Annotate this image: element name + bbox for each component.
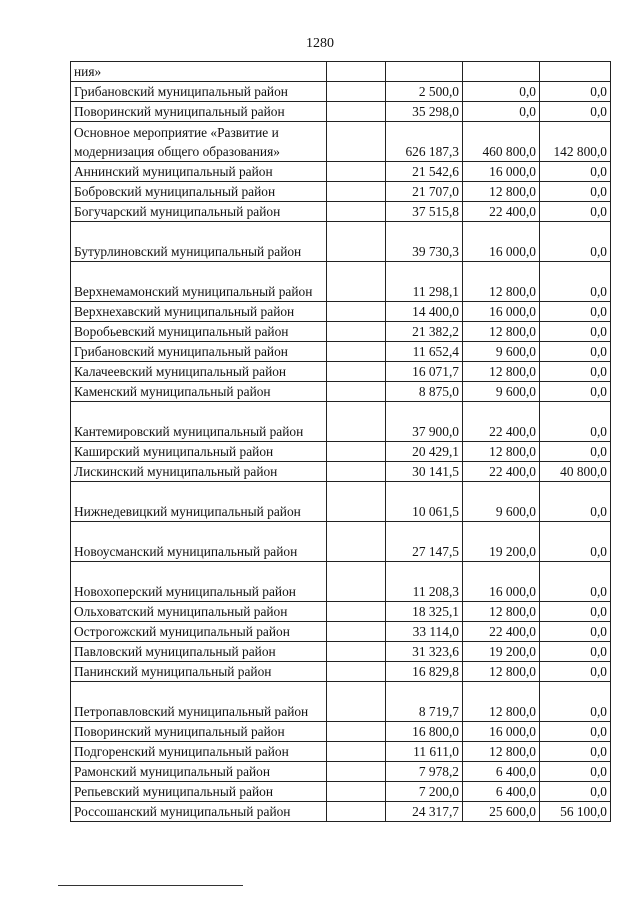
row-total-cell: 8 875,0 (386, 382, 463, 402)
row-total-cell: 31 323,6 (386, 642, 463, 662)
row-year2-cell: 12 800,0 (463, 742, 540, 762)
row-year3-cell: 56 100,0 (540, 802, 611, 822)
row-total-cell: 14 400,0 (386, 302, 463, 322)
row-year2-cell: 12 800,0 (463, 602, 540, 622)
row-year2-cell: 22 400,0 (463, 462, 540, 482)
row-year3-cell (540, 62, 611, 82)
row-year2-cell: 460 800,0 (463, 122, 540, 162)
table-row (71, 322, 611, 342)
row-blank-cell (327, 662, 386, 682)
row-blank-cell (327, 302, 386, 322)
row-year2-cell: 12 800,0 (463, 362, 540, 382)
row-year2-cell: 12 800,0 (463, 262, 540, 302)
row-total-cell: 35 298,0 (386, 102, 463, 122)
row-year3-cell: 0,0 (540, 442, 611, 462)
row-blank-cell (327, 382, 386, 402)
table-row (71, 802, 611, 822)
row-name-cell: Бобровский муниципальный район (71, 182, 327, 202)
row-year2-cell: 16 000,0 (463, 302, 540, 322)
row-name-cell: Поворинский муниципальный район (71, 102, 327, 122)
row-year3-cell: 0,0 (540, 642, 611, 662)
table-row (71, 82, 611, 102)
row-year3-cell: 0,0 (540, 522, 611, 562)
row-blank-cell (327, 682, 386, 722)
table-row (71, 742, 611, 762)
row-blank-cell (327, 162, 386, 182)
table-row (71, 202, 611, 222)
table-row (71, 442, 611, 462)
row-year2-cell: 16 000,0 (463, 562, 540, 602)
row-name-cell: Петропавловский муниципальный район (71, 682, 327, 722)
row-year2-cell: 0,0 (463, 82, 540, 102)
row-year2-cell: 12 800,0 (463, 682, 540, 722)
row-name-cell: Бутурлиновский муниципальный район (71, 222, 327, 262)
table-row (71, 302, 611, 322)
table-row (71, 62, 611, 82)
row-total-cell: 24 317,7 (386, 802, 463, 822)
row-year2-cell: 9 600,0 (463, 482, 540, 522)
row-total-cell: 8 719,7 (386, 682, 463, 722)
row-year2-cell: 6 400,0 (463, 782, 540, 802)
row-total-cell: 20 429,1 (386, 442, 463, 462)
row-total-cell: 21 707,0 (386, 182, 463, 202)
row-year2-cell: 22 400,0 (463, 202, 540, 222)
row-blank-cell (327, 262, 386, 302)
table-row (71, 762, 611, 782)
row-total-cell: 37 900,0 (386, 402, 463, 442)
row-name-cell: Верхнемамонский муниципальный район (71, 262, 327, 302)
row-year3-cell: 0,0 (540, 602, 611, 622)
table-row (71, 562, 611, 602)
row-year3-cell: 0,0 (540, 382, 611, 402)
row-year2-cell: 12 800,0 (463, 182, 540, 202)
row-total-cell: 11 208,3 (386, 562, 463, 602)
row-year3-cell: 0,0 (540, 662, 611, 682)
table-body (71, 62, 611, 822)
row-name-cell: Грибановский муниципальный район (71, 342, 327, 362)
table-row (71, 522, 611, 562)
row-total-cell: 39 730,3 (386, 222, 463, 262)
row-year2-cell: 12 800,0 (463, 442, 540, 462)
row-year3-cell: 40 800,0 (540, 462, 611, 482)
row-year3-cell: 0,0 (540, 82, 611, 102)
row-blank-cell (327, 762, 386, 782)
row-name-cell: Воробьевский муниципальный район (71, 322, 327, 342)
row-year3-cell: 0,0 (540, 302, 611, 322)
row-name-cell: Рамонский муниципальный район (71, 762, 327, 782)
row-name-cell: Богучарский муниципальный район (71, 202, 327, 222)
row-total-cell: 27 147,5 (386, 522, 463, 562)
row-year3-cell: 0,0 (540, 162, 611, 182)
row-name-cell: Каменский муниципальный район (71, 382, 327, 402)
row-total-cell: 33 114,0 (386, 622, 463, 642)
row-blank-cell (327, 122, 386, 162)
row-blank-cell (327, 62, 386, 82)
row-name-cell: Панинский муниципальный район (71, 662, 327, 682)
table-row (71, 682, 611, 722)
row-year3-cell: 0,0 (540, 342, 611, 362)
row-year2-cell: 12 800,0 (463, 322, 540, 342)
row-blank-cell (327, 802, 386, 822)
row-name-cell: Нижнедевицкий муниципальный район (71, 482, 327, 522)
row-year3-cell: 0,0 (540, 682, 611, 722)
table-row (71, 262, 611, 302)
row-blank-cell (327, 742, 386, 762)
row-blank-cell (327, 622, 386, 642)
row-year3-cell: 0,0 (540, 362, 611, 382)
table-row (71, 122, 611, 162)
row-total-cell: 16 071,7 (386, 362, 463, 382)
row-total-cell: 7 200,0 (386, 782, 463, 802)
row-year2-cell: 12 800,0 (463, 662, 540, 682)
row-year3-cell: 0,0 (540, 222, 611, 262)
row-blank-cell (327, 222, 386, 262)
row-year2-cell: 25 600,0 (463, 802, 540, 822)
row-name-cell: Кантемировский муниципальный район (71, 402, 327, 442)
row-total-cell: 16 800,0 (386, 722, 463, 742)
footnote-separator-line (58, 885, 243, 886)
row-name-cell: Грибановский муниципальный район (71, 82, 327, 102)
row-name-cell: Основное мероприятие «Развитие и модернизация общего образования» (71, 122, 327, 162)
row-name-cell: Поворинский муниципальный район (71, 722, 327, 742)
row-name-cell: ния» (71, 62, 327, 82)
table-row (71, 222, 611, 262)
row-year3-cell: 0,0 (540, 482, 611, 522)
row-name-cell: Острогожский муниципальный район (71, 622, 327, 642)
row-total-cell: 30 141,5 (386, 462, 463, 482)
budget-table (70, 61, 611, 822)
row-blank-cell (327, 402, 386, 442)
table-row (71, 102, 611, 122)
row-total-cell: 16 829,8 (386, 662, 463, 682)
row-total-cell: 11 611,0 (386, 742, 463, 762)
row-year3-cell: 0,0 (540, 562, 611, 602)
table-row (71, 622, 611, 642)
row-year3-cell: 0,0 (540, 262, 611, 302)
row-blank-cell (327, 182, 386, 202)
row-year2-cell: 22 400,0 (463, 402, 540, 442)
row-year2-cell: 9 600,0 (463, 342, 540, 362)
table-row (71, 662, 611, 682)
table-row (71, 722, 611, 742)
row-blank-cell (327, 202, 386, 222)
row-year3-cell: 0,0 (540, 102, 611, 122)
row-blank-cell (327, 782, 386, 802)
row-total-cell (386, 62, 463, 82)
row-total-cell: 626 187,3 (386, 122, 463, 162)
row-blank-cell (327, 722, 386, 742)
table-row (71, 342, 611, 362)
row-blank-cell (327, 602, 386, 622)
row-name-cell: Новохоперский муниципальный район (71, 562, 327, 602)
row-blank-cell (327, 342, 386, 362)
table-row (71, 462, 611, 482)
table-row (71, 382, 611, 402)
row-name-cell: Верхнехавский муниципальный район (71, 302, 327, 322)
table-row (71, 162, 611, 182)
row-year3-cell: 142 800,0 (540, 122, 611, 162)
row-year3-cell: 0,0 (540, 742, 611, 762)
row-name-cell: Каширский муниципальный район (71, 442, 327, 462)
row-total-cell: 18 325,1 (386, 602, 463, 622)
row-year2-cell (463, 62, 540, 82)
row-blank-cell (327, 562, 386, 602)
row-blank-cell (327, 462, 386, 482)
row-year2-cell: 22 400,0 (463, 622, 540, 642)
row-year3-cell: 0,0 (540, 782, 611, 802)
row-total-cell: 10 061,5 (386, 482, 463, 522)
row-year3-cell: 0,0 (540, 202, 611, 222)
row-blank-cell (327, 322, 386, 342)
row-year3-cell: 0,0 (540, 402, 611, 442)
row-year2-cell: 6 400,0 (463, 762, 540, 782)
row-year2-cell: 0,0 (463, 102, 540, 122)
row-year3-cell: 0,0 (540, 182, 611, 202)
row-total-cell: 11 298,1 (386, 262, 463, 302)
row-name-cell: Лискинский муниципальный район (71, 462, 327, 482)
row-total-cell: 2 500,0 (386, 82, 463, 102)
row-total-cell: 21 382,2 (386, 322, 463, 342)
row-blank-cell (327, 642, 386, 662)
row-year2-cell: 19 200,0 (463, 522, 540, 562)
row-year3-cell: 0,0 (540, 762, 611, 782)
row-blank-cell (327, 482, 386, 522)
row-blank-cell (327, 362, 386, 382)
table-row (71, 402, 611, 442)
row-total-cell: 21 542,6 (386, 162, 463, 182)
row-year2-cell: 19 200,0 (463, 642, 540, 662)
row-name-cell: Новоусманский муниципальный район (71, 522, 327, 562)
row-name-cell: Павловский муниципальный район (71, 642, 327, 662)
row-name-cell: Аннинский муниципальный район (71, 162, 327, 182)
row-year2-cell: 16 000,0 (463, 162, 540, 182)
row-blank-cell (327, 522, 386, 562)
table-row (71, 482, 611, 522)
row-total-cell: 7 978,2 (386, 762, 463, 782)
row-year3-cell: 0,0 (540, 322, 611, 342)
row-year3-cell: 0,0 (540, 722, 611, 742)
row-blank-cell (327, 102, 386, 122)
table-row (71, 362, 611, 382)
table-row (71, 642, 611, 662)
page-number: 1280 (306, 36, 334, 51)
row-year2-cell: 16 000,0 (463, 722, 540, 742)
row-year2-cell: 16 000,0 (463, 222, 540, 262)
row-name-cell: Калачеевский муниципальный район (71, 362, 327, 382)
table-row (71, 782, 611, 802)
row-total-cell: 37 515,8 (386, 202, 463, 222)
table-row (71, 182, 611, 202)
row-total-cell: 11 652,4 (386, 342, 463, 362)
row-name-cell: Россошанский муниципальный район (71, 802, 327, 822)
row-name-cell: Подгоренский муниципальный район (71, 742, 327, 762)
row-blank-cell (327, 82, 386, 102)
row-year3-cell: 0,0 (540, 622, 611, 642)
row-year2-cell: 9 600,0 (463, 382, 540, 402)
row-blank-cell (327, 442, 386, 462)
row-name-cell: Репьевский муниципальный район (71, 782, 327, 802)
table-row (71, 602, 611, 622)
row-name-cell: Ольховатский муниципальный район (71, 602, 327, 622)
